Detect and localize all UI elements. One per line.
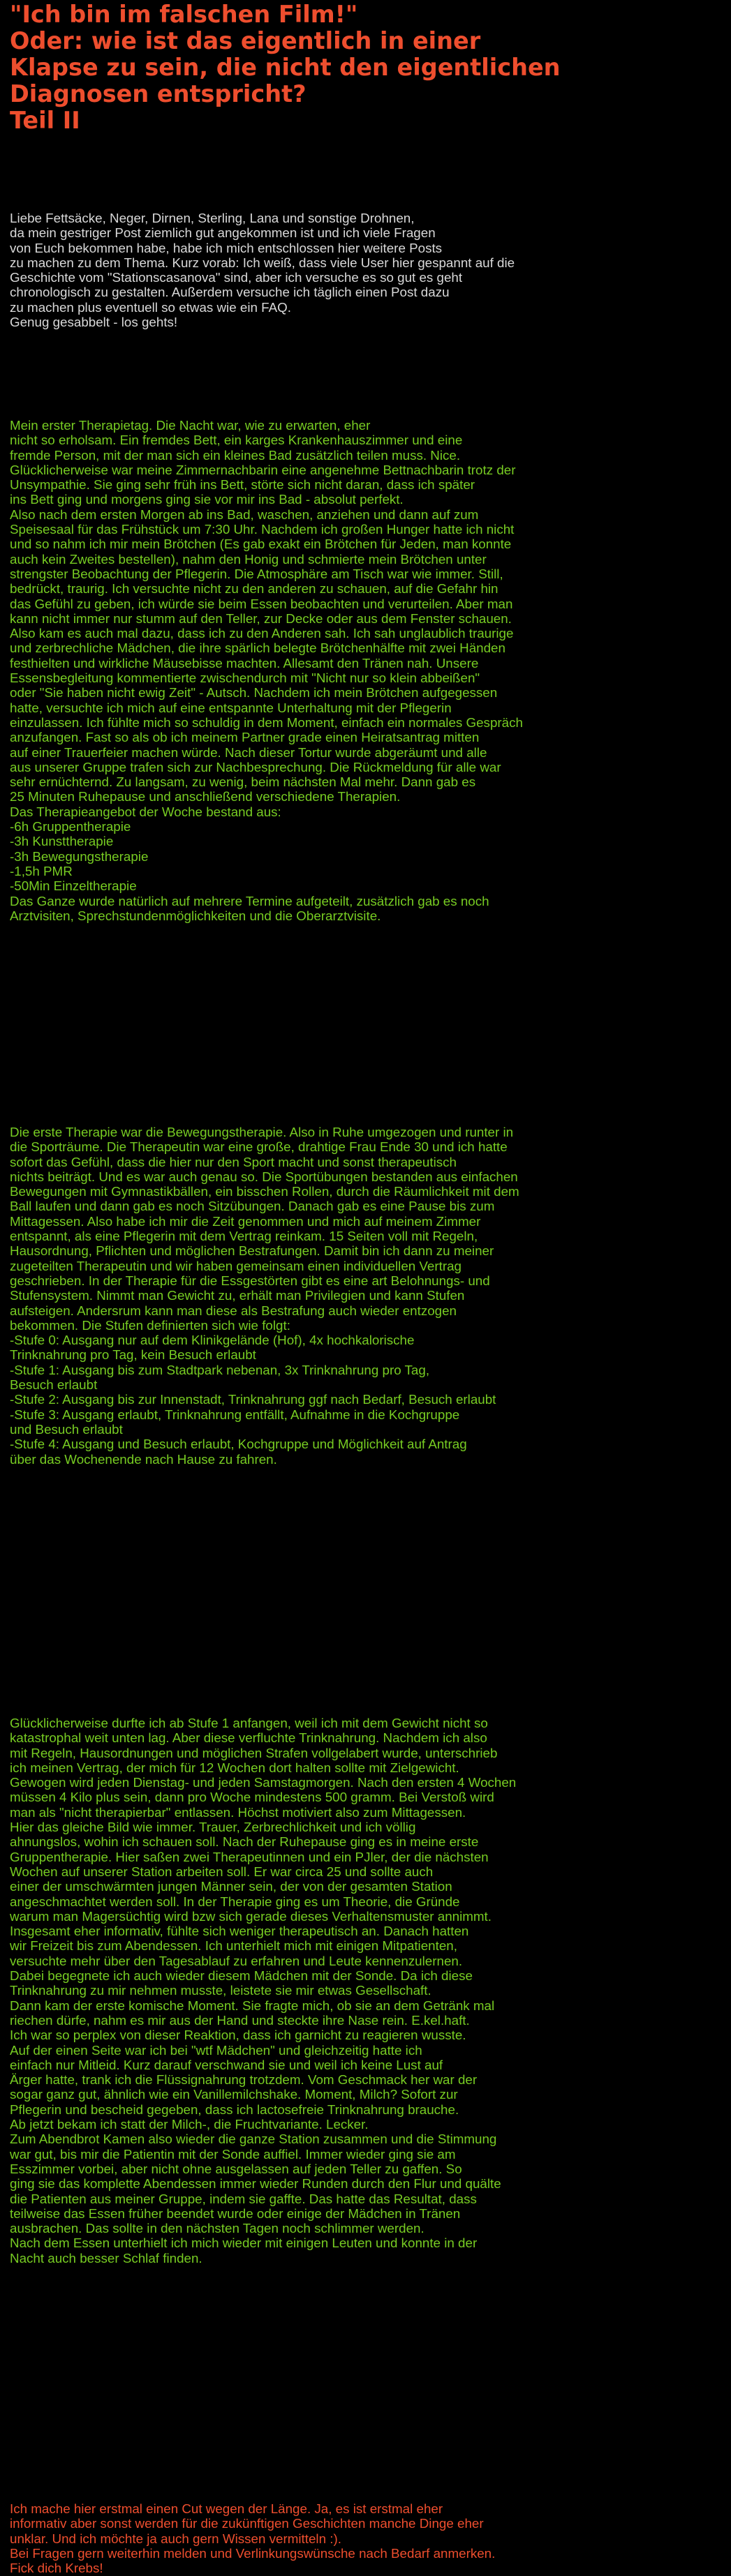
text-line: Dabei begegnete ich auch wieder diesem Mädchen mit der Sonde. Da ich diese (10, 1968, 473, 1984)
text-line: -Stufe 0: Ausgang nur auf dem Klinikgelände (Hof), 4x hochkalorische (10, 1333, 415, 1348)
text-line: Trinknahrung zu mir nehmen musste, leistete sie mir etwas Gesellschaft. (10, 1983, 431, 1998)
text-line: Speisesaal für das Frühstück um 7:30 Uhr. Nachdem ich großen Hunger hatte ich nicht (10, 522, 515, 537)
text-line: geschrieben. In der Therapie für die Essgestörten gibt es eine art Belohnungs- und (10, 1273, 490, 1288)
text-line: auf einer Trauerfeier machen würde. Nach dieser Tortur wurde abgeräumt und alle (10, 744, 487, 760)
text-line: Stufensystem. Nimmt man Gewicht zu, erhält man Privilegien und kann Stufen (10, 1288, 465, 1303)
text-line: Hausordnung, Pflichten und möglichen Bestrafungen. Damit bin ich dann zu meiner (10, 1243, 494, 1259)
post-title-line: Klapse zu sein, die nicht den eigentlichen (10, 54, 561, 81)
text-line: Gewogen wird jeden Dienstag- und jeden Samstagmorgen. Nach den ersten 4 Wochen (10, 1775, 517, 1790)
text-line: -3h Bewegungstherapie (10, 848, 149, 864)
post-title-line: Oder: wie ist das eigentlich in einer (10, 27, 481, 54)
text-line: -Stufe 1: Ausgang bis zum Stadtpark nebenan, 3x Trinknahrung pro Tag, (10, 1362, 430, 1377)
text-line: chronologisch zu gestalten. Außerdem versuche ich täglich einen Post dazu (10, 285, 450, 300)
text-line: Geschichte vom "Stationscasanova" sind, aber ich versuche es so gut es geht (10, 270, 463, 285)
text-line: strengster Beobachtung der Pflegerin. Die Atmosphäre am Tisch war wie immer. Still, (10, 566, 503, 581)
text-line: 25 Minuten Ruhepause und anschließend verschiedene Therapien. (10, 789, 401, 804)
text-line: riechen dürfe, nahm es mir aus der Hand und steckte ihre Nase rein. E.kel.haft. (10, 2012, 470, 2028)
post-title-line: Teil II (10, 107, 80, 134)
text-line: Fick dich Krebs! (10, 2561, 103, 2576)
text-line: Unsympathie. Sie ging sehr früh ins Bett, störte sich nicht daran, dass ich später (10, 477, 475, 493)
text-line: ging sie das komplette Abendessen immer wieder Runden durch den Flur und quälte (10, 2176, 501, 2192)
text-line: -3h Kunsttherapie (10, 834, 114, 849)
text-line: versuchte mehr über den Tagesablauf zu erfahren und Leute kennenzulernen. (10, 1953, 463, 1968)
text-line: Glücklicherweise durfte ich ab Stufe 1 anfangen, weil ich mit dem Gewicht nicht so (10, 1716, 488, 1730)
text-line: Wochen auf unserer Station arbeiten soll. Er war circa 25 und sollte auch (10, 1864, 434, 1879)
text-line: Ball laufen und dann gab es noch Sitzübungen. Danach gab es eine Pause bis zum (10, 1199, 495, 1214)
text-line: aufsteigen. Andersrum kann man diese als Bestrafung auch wieder entzogen (10, 1303, 457, 1318)
text-line: zu machen plus eventuell so etwas wie ein FAQ. (10, 299, 291, 315)
text-line: da mein gestriger Post ziemlich gut angekommen ist und ich viele Fragen (10, 225, 436, 241)
text-line: Das Therapieangebot der Woche bestand aus: (10, 804, 281, 819)
text-line: und zerbrechliche Mädchen, die ihre spärlich belegte Brötchenhälfte mit zwei Händen (10, 641, 505, 656)
text-line: Also kam es auch mal dazu, dass ich zu den Anderen sah. Ich sah unglaublich traurige (10, 626, 514, 641)
text-line: Besuch erlaubt (10, 1377, 98, 1393)
text-line: Trinknahrung pro Tag, kein Besuch erlaubt (10, 1347, 256, 1363)
text-line: Dann kam der erste komische Moment. Sie fragte mich, ob sie an dem Getränk mal (10, 1998, 495, 2013)
text-line: angeschmachtet werden soll. In der Therapie ging es um Theorie, die Gründe (10, 1894, 460, 1909)
text-line: Das Ganze wurde natürlich auf mehrere Termine aufgeteilt, zusätzlich gab es noch (10, 893, 489, 908)
text-line: einzulassen. Ich fühlte mich so schuldig in dem Moment, einfach ein normales Gespräch (10, 714, 523, 730)
text-line: das Gefühl zu geben, ich würde sie beim Essen beobachten und verurteilen. Aber man (10, 596, 513, 611)
text-line: Mein erster Therapietag. Die Nacht war, wie zu erwarten, eher (10, 418, 371, 433)
text-line: einfach nur Mitleid. Kurz darauf verschwand sie und weil ich keine Lust auf (10, 2057, 443, 2072)
text-line: nichts beiträgt. Und es war auch genau so. Die Sportübungen bestanden aus einfachen (10, 1169, 518, 1184)
text-line: katastrophal weit unten lag. Aber diese verfluchte Trinknahrung. Nachdem ich also (10, 1730, 487, 1746)
text-line: einer der umschwärmten jungen Männer sein, der von der gesamten Station (10, 1879, 452, 1894)
text-line: Zum Abendbrot Kamen also wieder die ganze Station zusammen und die Stimmung (10, 2132, 497, 2147)
text-line: man als "nicht therapierbar" entlassen. Höchst motiviert also zum Mittagessen. (10, 1804, 466, 1820)
text-line: Ich mache hier erstmal einen Cut wegen der Länge. Ja, es ist erstmal eher (10, 2501, 443, 2516)
text-line: Auf der einen Seite war ich bei "wtf Mädchen" und gleichzeitig hatte ich (10, 2042, 422, 2058)
text-line: -50Min Einzeltherapie (10, 878, 137, 894)
text-line: Mittagessen. Also habe ich mir die Zeit genommen und mich auf meinem Zimmer (10, 1213, 481, 1229)
text-line: sehr ernüchternd. Zu langsam, zu wenig, beim nächsten Mal mehr. Dann gab es (10, 774, 476, 790)
post-title-line: Diagnosen entspricht? (10, 80, 307, 107)
text-line: war gut, bis mir die Patientin mit der Sonde auffiel. Immer wieder ging sie am (10, 2146, 456, 2162)
text-line: unklar. Und ich möchte ja auch gern Wissen vermitteln :). (10, 2531, 341, 2546)
text-line: mit Regeln, Hausordnungen und möglichen Strafen vollgelabert wurde, unterschrieb (10, 1745, 498, 1760)
text-line: ahnungslos, wohin ich schauen soll. Nach der Ruhepause ging es in meine erste (10, 1834, 479, 1850)
text-line: die Patienten aus meiner Gruppe, indem sie gaffte. Das hatte das Resultat, dass (10, 2191, 477, 2206)
text-line: auch kein Zweites bestellen), nahm den Honig und schmierte mein Brötchen unter (10, 551, 487, 567)
text-line: bedrückt, traurig. Ich versuchte nicht zu den anderen zu schauen, auf die Gefahr hin (10, 581, 499, 597)
text-line: -6h Gruppentherapie (10, 819, 131, 834)
text-line: die Sporträume. Die Therapeutin war eine große, drahtige Frau Ende 30 und ich hatte (10, 1139, 508, 1155)
text-line: von Euch bekommen habe, habe ich mich entschlossen hier weitere Posts (10, 240, 443, 255)
text-line: über das Wochenende nach Hause zu fahren. (10, 1451, 277, 1467)
text-line: -Stufe 4: Ausgang und Besuch erlaubt, Kochgruppe und Möglichkeit auf Antrag (10, 1437, 467, 1452)
text-line: Ärger hatte, trank ich die Flüssignahrung trotzdem. Vom Geschmack her war der (10, 2072, 478, 2088)
text-line: Genug gesabbelt - los gehts! (10, 315, 178, 330)
text-line: Ich war so perplex von dieser Reaktion, dass ich garnicht zu reagieren wusste. (10, 2028, 466, 2043)
text-line: nicht so erholsam. Ein fremdes Bett, ein karges Krankenhauszimmer und eine (10, 433, 463, 448)
text-line: oder "Sie haben nicht ewig Zeit" - Autsch. Nachdem ich mein Brötchen aufgegessen (10, 685, 498, 701)
text-line: Gruppentherapie. Hier saßen zwei Therapeutinnen und ein PJler, der die nächsten (10, 1849, 489, 1864)
text-line: -Stufe 2: Ausgang bis zur Innenstadt, Trinknahrung ggf nach Bedarf, Besuch erlaubt (10, 1392, 496, 1407)
post-title-line: "Ich bin im falschen Film!" (10, 1, 358, 28)
text-line: Esszimmer vorbei, aber nicht ohne ausgelassen auf jeden Teller zu gaffen. So (10, 2161, 462, 2176)
text-line: zugeteilten Therapeutin und wir haben gemeinsam einen individuellen Vertrag (10, 1258, 462, 1273)
text-line: fremde Person, mit der man sich ein kleines Bad zusätzlich teilen muss. Nice. (10, 447, 461, 463)
text-line: Nach dem Essen unterhielt ich mich wieder mit einigen Leuten und konnte in der (10, 2236, 478, 2251)
text-line: Also nach dem ersten Morgen ab ins Bad, waschen, anziehen und dann auf zum (10, 507, 479, 522)
first-therapy-day-paragraph (10, 418, 725, 923)
text-line: sogar ganz gut, ähnlich wie ein Vanillemilchshake. Moment, Milch? Sofort zur (10, 2087, 458, 2102)
text-line: Hier das gleiche Bild wie immer. Trauer, Zerbrechlichkeit und ich völlig (10, 1820, 416, 1835)
text-line: und so nahm ich mir mein Brötchen (Es gab exakt ein Brötchen für Jeden, man konnte (10, 537, 512, 552)
text-line: hatte, versuchte ich mich auf eine entspannte Unterhaltung mit der Pflegerin (10, 700, 452, 715)
movement-therapy-paragraph (10, 1125, 725, 1467)
text-line: Nacht auch besser Schlaf finden. (10, 2250, 202, 2266)
text-line: aus unserer Gruppe trafen sich zur Nachbesprechung. Die Rückmeldung für alle war (10, 759, 501, 774)
closing-paragraph (10, 2501, 725, 2575)
text-line: Pflegerin und bescheid gegeben, dass ich lactosefreie Trinknahrung brauche. (10, 2102, 459, 2117)
text-line: warum man Magersüchtig wird bzw sich gerade dieses Verhaltensmuster annimmt. (10, 1908, 492, 1924)
text-line: ins Bett ging und morgens ging sie vor mir ins Bad - absolut perfekt. (10, 492, 404, 507)
text-line: teilweise das Essen früher beendet wurde oder einige der Mädchen in Tränen (10, 2206, 461, 2221)
level-one-paragraph (10, 1716, 725, 2266)
post-title (10, 1, 722, 134)
text-line: Glücklicherweise war meine Zimmernachbarin eine angenehme Bettnachbarin trotz der (10, 462, 516, 477)
text-line: kann nicht immer nur stumm auf den Teller, zur Decke oder aus dem Fenster schauen. (10, 611, 512, 626)
text-line: -Stufe 3: Ausgang erlaubt, Trinknahrung entfällt, Aufnahme in die Kochgruppe (10, 1407, 460, 1422)
text-line: Insgesamt eher informativ, fühlte sich weniger therapeutisch an. Danach hatten (10, 1924, 469, 1939)
text-line: Essensbegleitung kommentierte zwischendurch mit "Nicht nur so klein abbeißen" (10, 671, 480, 686)
text-line: Liebe Fettsäcke, Neger, Dirnen, Sterling, Lana und sonstige Drohnen, (10, 211, 415, 225)
text-line: sofort das Gefühl, dass die hier nur den Sport macht und sonst therapeutisch (10, 1154, 457, 1169)
text-line: entspannt, als eine Pflegerin mit dem Vertrag reinkam. 15 Seiten voll mit Regeln, (10, 1229, 478, 1244)
text-line: festhielten und wirkliche Mäusebisse machten. Allesamt den Tränen nah. Unsere (10, 655, 479, 671)
text-line: zu machen zu dem Thema. Kurz vorab: Ich weiß, dass viele User hier gespannt auf die (10, 255, 515, 270)
text-line: ich meinen Vertrag, der mich für 12 Wochen dort halten sollte mit Zielgewicht. (10, 1760, 459, 1775)
text-line: müssen 4 Kilo plus sein, dann pro Woche mindestens 500 gramm. Bei Verstoß wird (10, 1790, 494, 1805)
text-line: informativ aber sonst werden für die zukünftigen Geschichten manche Dinge eher (10, 2516, 484, 2531)
text-line: wir Freizeit bis zum Abendessen. Ich unterhielt mich mit einigen Mitpatienten, (10, 1938, 457, 1954)
text-line: Bei Fragen gern weiterhin melden und Verlinkungswünsche nach Bedarf anmerken. (10, 2545, 496, 2561)
text-line: Arztvisiten, Sprechstundenmöglichkeiten und die Oberarztvisite. (10, 908, 381, 923)
text-line: bekommen. Die Stufen definierten sich wie folgt: (10, 1317, 290, 1333)
intro-paragraph (10, 211, 725, 329)
text-line: Ab jetzt bekam ich statt der Milch-, die Fruchtvariante. Lecker. (10, 2117, 369, 2132)
text-line: Bewegungen mit Gymnastikbällen, ein bisschen Rollen, durch die Räumlichkeit mit dem (10, 1184, 519, 1199)
text-line: und Besuch erlaubt (10, 1421, 123, 1437)
text-line: anzufangen. Fast so als ob ich meinem Partner grade einen Heiratsantrag mitten (10, 730, 480, 745)
text-line: Die erste Therapie war die Bewegungstherapie. Also in Ruhe umgezogen und runter in (10, 1125, 514, 1139)
text-line: ausbrachen. Das sollte in den nächsten Tagen noch schlimmer werden. (10, 2221, 424, 2236)
text-line: -1,5h PMR (10, 863, 73, 878)
